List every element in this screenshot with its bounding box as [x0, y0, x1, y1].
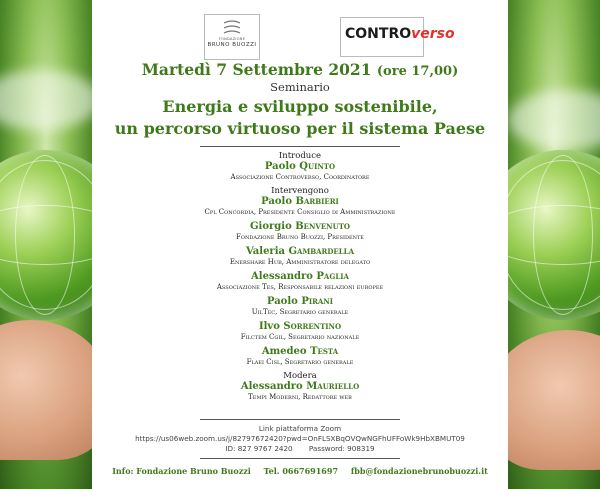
speaker-name: Giorgio Benvenuto — [250, 221, 350, 232]
zoom-label: Link piattaforma Zoom — [258, 424, 342, 433]
moderator-affiliation: Tempi Moderni, Redattore web — [248, 393, 352, 401]
speaker-name: Amedeo Testa — [261, 346, 339, 357]
logo-buozzi-small-text: FONDAZIONE — [218, 37, 246, 41]
speaker-affiliation: Associazione Tes, Responsabile relazioni europee — [216, 283, 384, 291]
speaker-affiliation: Flaei Cisl, Segretario generale — [246, 358, 354, 366]
divider — [200, 419, 400, 420]
globe-icon — [0, 150, 92, 320]
buozzi-mark-icon — [222, 19, 242, 37]
globe-icon — [508, 150, 600, 320]
event-date — [92, 60, 508, 79]
hand-icon — [508, 330, 600, 470]
right-globe-image — [508, 0, 600, 489]
footer-phone: Tel. 0667691697 — [263, 466, 339, 476]
event-time: (ore 17,00) — [376, 64, 459, 79]
controverso-logo — [340, 17, 455, 57]
speaker-affiliation: Enershare Hub, Amministratore delegato — [229, 258, 371, 266]
speaker-name: Alessandro Paglia — [251, 271, 349, 282]
zoom-link[interactable]: https://us06web.zoom.us/j/82797672420?pwd=OnFLSXBqOVQwNGFhUFFoWk9HbXBMUT09 — [135, 434, 465, 443]
fondazione-buozzi-logo — [204, 14, 260, 60]
zoom-credentials — [110, 444, 490, 454]
modera-label: Modera — [283, 371, 317, 381]
hand-icon — [0, 320, 92, 460]
speaker-affiliation: Filctem Cgil, Segretario nazionale — [240, 333, 360, 341]
speaker-affiliation: UilTec, Segretario generale — [251, 308, 349, 316]
speaker-name: Paolo Quinto — [264, 161, 336, 172]
divider — [200, 146, 400, 147]
speaker-name: Ilvo Sorrentino — [258, 321, 342, 332]
event-title-line1: Energia e sviluppo sostenibile, — [162, 97, 438, 116]
speaker-affiliation: Associazione Controverso, Coordinatore — [230, 173, 370, 181]
speaker-name: Paolo Barbieri — [261, 196, 339, 207]
footer-email[interactable]: fbb@fondazionebrunobuozzi.it — [350, 466, 488, 476]
footer-info: Info: Fondazione Bruno Buozzi — [112, 466, 251, 476]
logo-controverso-part1: CONTRO — [345, 26, 412, 42]
zoom-info — [110, 424, 490, 454]
speaker-name: Valeria Gambardella — [245, 246, 355, 257]
logo-buozzi-name: BRUNO BUOZZI — [207, 42, 257, 48]
event-kind: Seminario — [270, 80, 330, 94]
footer-contacts — [92, 466, 508, 476]
event-title-line2: un percorso virtuoso per il sistema Paese — [114, 119, 486, 138]
left-globe-image — [0, 0, 92, 489]
intervengono-label: Intervengono — [271, 186, 329, 196]
zoom-id: ID: 827 9767 2420 — [225, 444, 293, 453]
event-date-text: Martedì 7 Settembre 2021 — [141, 60, 372, 79]
speaker-affiliation: Fondazione Bruno Buozzi, Presidente — [236, 233, 364, 241]
introduce-label: Introduce — [278, 151, 322, 161]
moderator-name: Alessandro Mauriello — [240, 381, 360, 392]
speaker-affiliation: Cpl Concordia, Presidente Consiglio di Amministrazione — [204, 208, 396, 216]
zoom-password: Password: 908319 — [308, 444, 375, 453]
speaker-name: Paolo Pirani — [266, 296, 334, 307]
logo-controverso-part2: verso — [411, 26, 455, 42]
speakers-program — [110, 151, 490, 406]
divider — [200, 458, 400, 459]
event-title — [92, 96, 508, 140]
